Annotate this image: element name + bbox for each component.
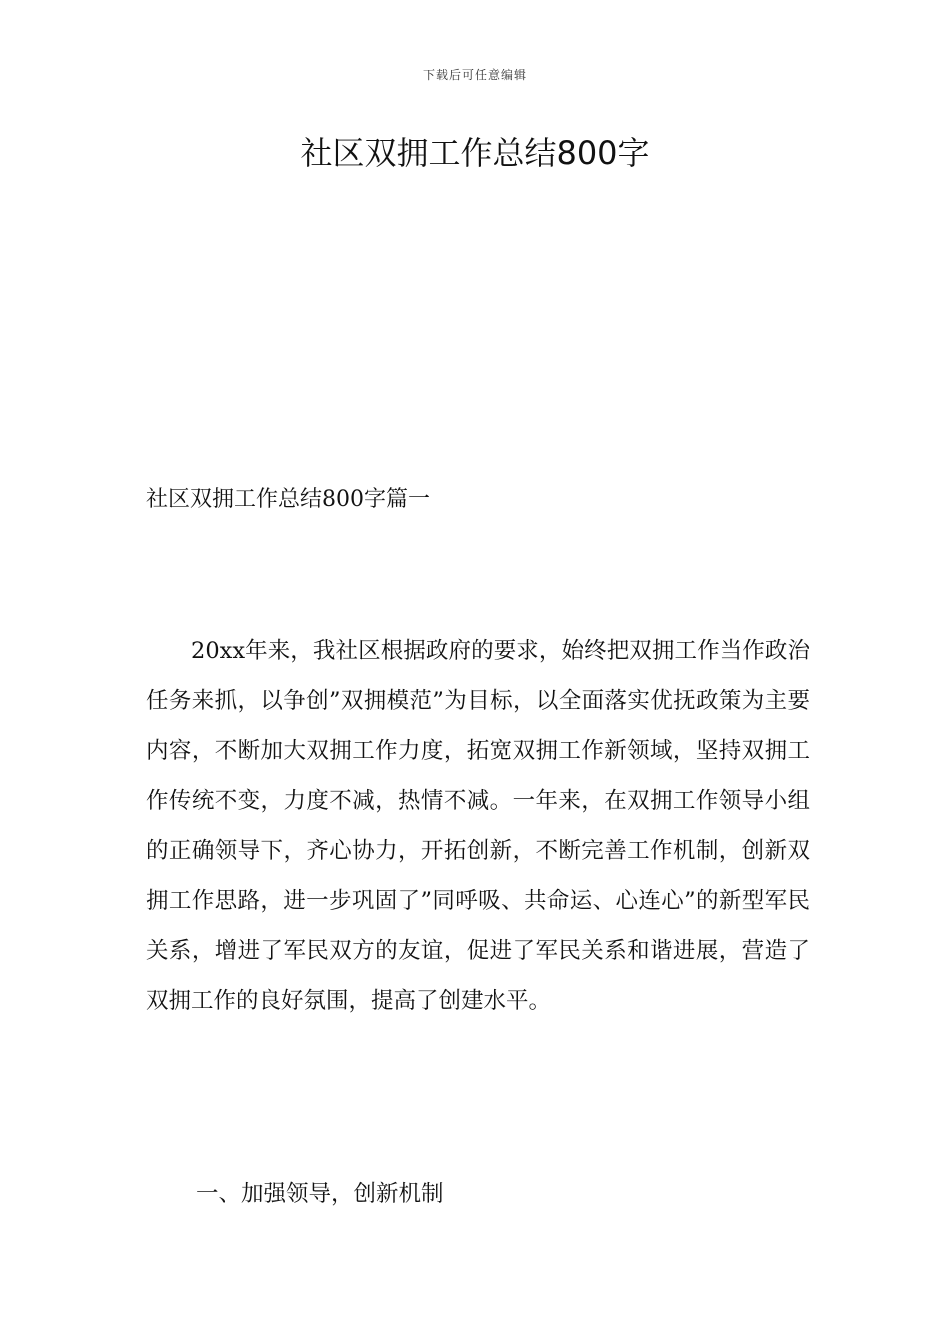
sub-heading: 一、加强领导，创新机制 <box>196 1181 444 1207</box>
document-title: 社区双拥工作总结800字 <box>300 134 650 172</box>
section-heading: 社区双拥工作总结800字篇一 <box>146 487 430 512</box>
header-note: 下载后可任意编辑 <box>422 68 527 82</box>
intro-paragraph: 20xx年来，我社区根据政府的要求，始终把双拥工作当作政治任务来抓，以争创”双拥模范”为目标，以全面落实优抚政策为主要内容，不断加大双拥工作力度，拓宽双拥工作新领域，坚持双拥工作传统不变，力度不减，热情不减。一年来，在双拥工作领导小组的正确领导下，齐心协力，开拓创新，不断完善工作机制，创新双拥工作思路，进一步巩固了”同呼吸、共命运、心连心”的新型军民关系，增进了军民双方的友谊，促进了军民关系和谐进展，营造了双拥工作的良好氛围，提高了创建水平。 <box>146 638 810 1014</box>
